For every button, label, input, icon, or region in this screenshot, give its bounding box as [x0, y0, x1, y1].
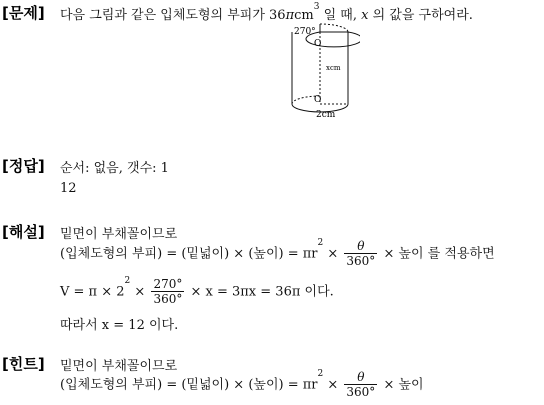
- hint-l2-num: θ: [357, 370, 365, 384]
- radius-label: 2cm: [316, 110, 336, 120]
- problem-exp: 3: [313, 2, 320, 12]
- expl-l2-exp: 2: [317, 238, 324, 248]
- answer-tag: [정답]: [2, 157, 45, 175]
- expl-l2-num: θ: [357, 239, 365, 253]
- expl-l2-c: × 높이 를 적용하면: [379, 246, 495, 262]
- expl-l2-den: 360°: [346, 254, 376, 268]
- explanation-line-1: 밑면이 부채꼴이므로: [60, 227, 178, 242]
- problem-var: x: [361, 8, 369, 23]
- expl-l3-num: 270°: [153, 277, 183, 291]
- problem-text-before: 다음 그림과 같은 입체도형의 부피가 36: [60, 8, 286, 23]
- expl-l3-exp: 2: [124, 276, 131, 286]
- top-missing-arc: [320, 24, 348, 32]
- explanation-tag: [해설]: [2, 223, 45, 241]
- problem-pi: π: [285, 8, 295, 23]
- answer-value: 12: [60, 181, 77, 196]
- angle-label: 270°: [294, 27, 316, 37]
- bottom-center-label: O: [314, 95, 322, 105]
- hint-tag: [힌트]: [2, 355, 45, 373]
- problem-text-mid: 일 때,: [319, 8, 362, 23]
- problem-text: [60, 4, 473, 23]
- hint-l2-exp: 2: [317, 369, 324, 379]
- expl-l2-frac: [344, 240, 377, 268]
- hint-line-2: [60, 371, 424, 399]
- hint-l2-c: × 높이: [379, 377, 424, 393]
- hint-l2-b: ×: [323, 377, 343, 393]
- expl-l3-a: V = π × 2: [60, 284, 125, 300]
- problem-unit: cm: [294, 8, 314, 23]
- hint-l2-den: 360°: [346, 385, 376, 399]
- expl-l3-c: × x = 3πx = 36π 이다.: [186, 284, 334, 300]
- top-center-label: O: [314, 39, 322, 49]
- hint-l2-a: (입체도형의 부피) = (밑넓이) × (높이) = πr: [60, 377, 318, 393]
- explanation-line-2: [60, 240, 495, 268]
- cylinder-sector-figure: [280, 22, 360, 122]
- expl-l2-a: (입체도형의 부피) = (밑넓이) × (높이) = πr: [60, 246, 318, 262]
- hint-line-1: 밑면이 부채꼴이므로: [60, 359, 178, 374]
- expl-l2-b: ×: [323, 246, 343, 262]
- explanation-line-4: 따라서 x = 12 이다.: [60, 318, 179, 333]
- problem-tag: [문제]: [2, 4, 45, 22]
- expl-l3-frac: [151, 278, 184, 306]
- height-label: xcm: [326, 64, 341, 72]
- expl-l3-b: ×: [130, 284, 150, 300]
- answer-line-1: 순서: 없음, 갯수: 1: [60, 161, 169, 176]
- explanation-line-3: [60, 278, 334, 306]
- problem-text-after: 의 값을 구하여라.: [368, 8, 473, 23]
- expl-l3-den: 360°: [153, 292, 183, 306]
- hint-l2-frac: [344, 371, 377, 399]
